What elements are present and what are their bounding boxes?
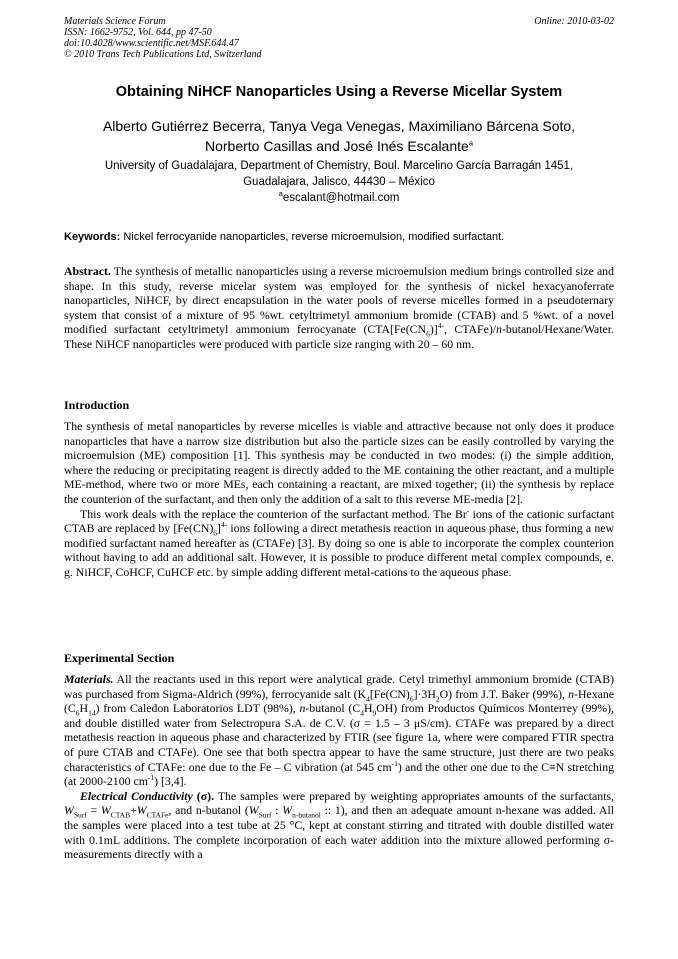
copyright: © 2010 Trans Tech Publications Ltd, Switzerland xyxy=(64,49,262,60)
cond-t6: :: 1), and then an adequate amount n-hexane was added. All the samples were placed into a test tube at 25 °C, kept at constant stirring and titrated with double distilled water with 0.1mL additions. The complete incorporation of each water addition into the mixture allowed performing σ-measurements directly with a xyxy=(64,803,615,862)
intro-text-d: ions following a direct metathesis reaction in aqueous phase, thus forming a new modified surfactant named hereafter as (CTAFe) [3]. By doing so one is able to incorporate the complex counterion without having to add an additional salt. However, it is possible to produce different metal complex compounds, e. g. NiHCF, CoHCF, CuHCF etc. by simple adding different metal-cations to the aqueous phase. xyxy=(64,521,614,579)
mat-t5: -Hexane (C xyxy=(64,686,614,716)
affiliation xyxy=(50,158,628,190)
abstract xyxy=(64,264,614,352)
abstract-text-3: , CTAFe)/ xyxy=(443,322,497,337)
abstract-text-2: )] xyxy=(429,322,438,337)
mat-t8: -butanol (C xyxy=(305,701,361,716)
author-mark: a xyxy=(468,138,473,148)
cond-w5: W xyxy=(282,803,293,818)
mat-sup1: -1 xyxy=(391,758,398,768)
cond-t5: : xyxy=(271,803,283,818)
paper-title: Obtaining NiHCF Nanoparticles Using a Reverse Micellar System xyxy=(115,84,563,100)
mat-t9: H xyxy=(363,701,373,716)
affiliation-line-1: University of Guadalajara, Department of Chemistry, Boul. Marcelino García Barragán 1451, xyxy=(104,160,574,172)
cond-w1s: Surf xyxy=(73,810,87,820)
mat-n2: n xyxy=(299,701,306,716)
mat-t11: ) and the other one due to the C≡N stretching (at 2000-2100 cm xyxy=(64,759,614,789)
authors-line-1: Alberto Gutiérrez Becerra, Tanya Vega Venegas, Maximiliano Bárcena Soto, xyxy=(102,118,576,134)
mat-n1: n xyxy=(568,686,575,701)
mat-t3: ]·3H xyxy=(413,686,436,701)
cond-w4: W xyxy=(248,803,259,818)
conductivity-sigma: (σ). xyxy=(192,788,215,803)
cond-t1: The samples were prepared by weighting appropriates amounts of the surfactants, xyxy=(214,788,614,803)
intro-sup-minus: - xyxy=(466,505,470,515)
keywords-label: Keywords: xyxy=(64,231,121,243)
mat-sub5: 14 xyxy=(88,708,96,718)
author-list xyxy=(40,116,638,156)
abstract-text-1: The synthesis of metallic nanoparticles using a reverse microemulsion medium brings controlled size and shape. In this study, reverse micelar system was employed for the synthesis of nickel hexacyanoferrate nanoparticles, NiHCF, by direct encapsulation in the water pools of reverse micelles formed in a pseudoternary system that consist of a mixture of 95 %wt. cetyltrimetyl ammonium bromide (CTAB) and 5 %wt. of a novel modified surfactant cetyltrimetyl ammonium ferrocyanate (CTA[Fe(CN xyxy=(64,264,614,337)
introduction-body xyxy=(64,419,614,580)
doi: doi:10.4028/www.scientific.net/MSF.644.47 xyxy=(64,38,239,49)
cond-w4s: Surf xyxy=(258,810,272,820)
intro-sub: 6 xyxy=(213,528,218,538)
cond-t4: , and n-butanol ( xyxy=(168,803,249,818)
materials-label: Materials. xyxy=(64,672,114,686)
online-date: Online: 2010-03-02 xyxy=(534,16,614,27)
abstract-label: Abstract. xyxy=(64,264,111,278)
abstract-sub: 6 xyxy=(426,329,430,339)
intro-paragraph-1: The synthesis of metal nanoparticles by reverse micelles is viable and attractive because not only does it produce nanoparticles that have a narrow size distribution but also the particle sizes can be easily controlled by varying the microemulsion (ME) composition [1]. This synthesis may be conducted in two modes: (i) the simple addition, where the reducing or precipitating reagent is directly added to the ME containing the other reactant, and a multiple ME-method, where two or more MEs, each containing a reactant, are mixed together; (ii) the synthesis by replace the counterion of the surfactant, and then only the addition of a salt to this reverse ME-media [2]. xyxy=(64,419,614,506)
mat-t10: OH) from Productos Químicos Monterrey (99%), and double distilled water from Selectropura S.A. de C.V. (σ = 1.5 – 3 μS/cm). CTAFe was prepared by a direct metathesis reaction in aqueous phase and characterized by FTIR (see figure 1a, where were compared FTIR spectra of pure CTAB and CTAFe). One see that both spectra appear to have the same structure, just there are two peaks characteristics of CTAFe: one due to the Fe – C vibration (at 545 cm xyxy=(64,701,614,774)
email-address[interactable]: escalant@hotmail.com xyxy=(282,192,400,204)
experimental-body xyxy=(64,672,614,862)
keywords-text: Nickel ferrocyanide nanoparticles, reverse microemulsion, modified surfactant. xyxy=(123,231,505,243)
cond-w1: W xyxy=(64,803,74,818)
cond-w3s: CTAFe xyxy=(146,810,169,820)
mat-t1: All the reactants used in this report were analytical grade. Cetyl trimethyl ammonium bromide (CTAB) was purchased from Sigma-Aldrich (99%), ferrocyanide salt (K xyxy=(64,672,614,701)
keywords xyxy=(64,231,614,243)
email-mark: a xyxy=(278,189,283,199)
mat-t6: H xyxy=(79,701,89,716)
journal-name: Materials Science Forum xyxy=(64,16,166,27)
mat-sub1: 4 xyxy=(366,693,370,703)
cond-w5s: n-butanol xyxy=(292,810,321,820)
mat-sub6: 4 xyxy=(360,708,364,718)
intro-text-b: ions of the cationic surfactant CTAB are replaced by [Fe(CN) xyxy=(64,506,614,536)
abstract-italic-n: n xyxy=(496,322,502,337)
intro-paragraph-2 xyxy=(64,507,614,580)
mat-sub2: 6 xyxy=(409,693,414,703)
materials-paragraph xyxy=(64,672,614,789)
cond-w2s: CTAB xyxy=(110,810,131,820)
issn: ISSN: 1662-9752, Vol. 644, pp 47-50 xyxy=(64,27,212,38)
journal-header xyxy=(64,16,614,60)
conductivity-paragraph xyxy=(64,789,614,862)
cond-t2: = xyxy=(86,803,101,818)
mat-t7: ) from Caledon Laboratorios LDT (98%), xyxy=(95,701,300,716)
intro-sup: 4- xyxy=(220,520,228,530)
mat-t2: [Fe(CN) xyxy=(369,686,410,701)
email-line xyxy=(40,189,638,204)
affiliation-line-2: Guadalajara, Jalisco, 44430 – México xyxy=(243,176,435,188)
mat-sub3: 2 xyxy=(435,693,440,703)
cond-t3: + xyxy=(130,803,137,818)
mat-sup2: -1 xyxy=(147,773,155,783)
mat-sub7: 9 xyxy=(372,708,377,718)
mat-t12: ) [3,4]. xyxy=(154,774,187,789)
experimental-heading: Experimental Section xyxy=(64,651,175,665)
authors-line-2 xyxy=(40,136,638,156)
conductivity-label: Electrical Conductivity xyxy=(80,788,193,803)
intro-text-a: This work deals with the replace the counterion of the surfactant method. The Br xyxy=(80,506,467,521)
abstract-text-4: -butanol/Hexane/Water. These NiHCF nanoparticles were produced with particle size ranging with 20 – 60 nm. xyxy=(64,322,614,351)
cond-w2: W xyxy=(100,803,111,818)
authors-line-2-text: Norberto Casillas and José Inés Escalante xyxy=(205,138,469,154)
mat-sub4: 6 xyxy=(75,708,80,718)
intro-text-c: ] xyxy=(217,521,221,536)
mat-t4: O) from J.T. Baker (99%), xyxy=(439,686,569,701)
cond-w3: W xyxy=(136,803,147,818)
introduction-heading: Introduction xyxy=(64,398,130,412)
abstract-sup: 4- xyxy=(437,321,444,331)
